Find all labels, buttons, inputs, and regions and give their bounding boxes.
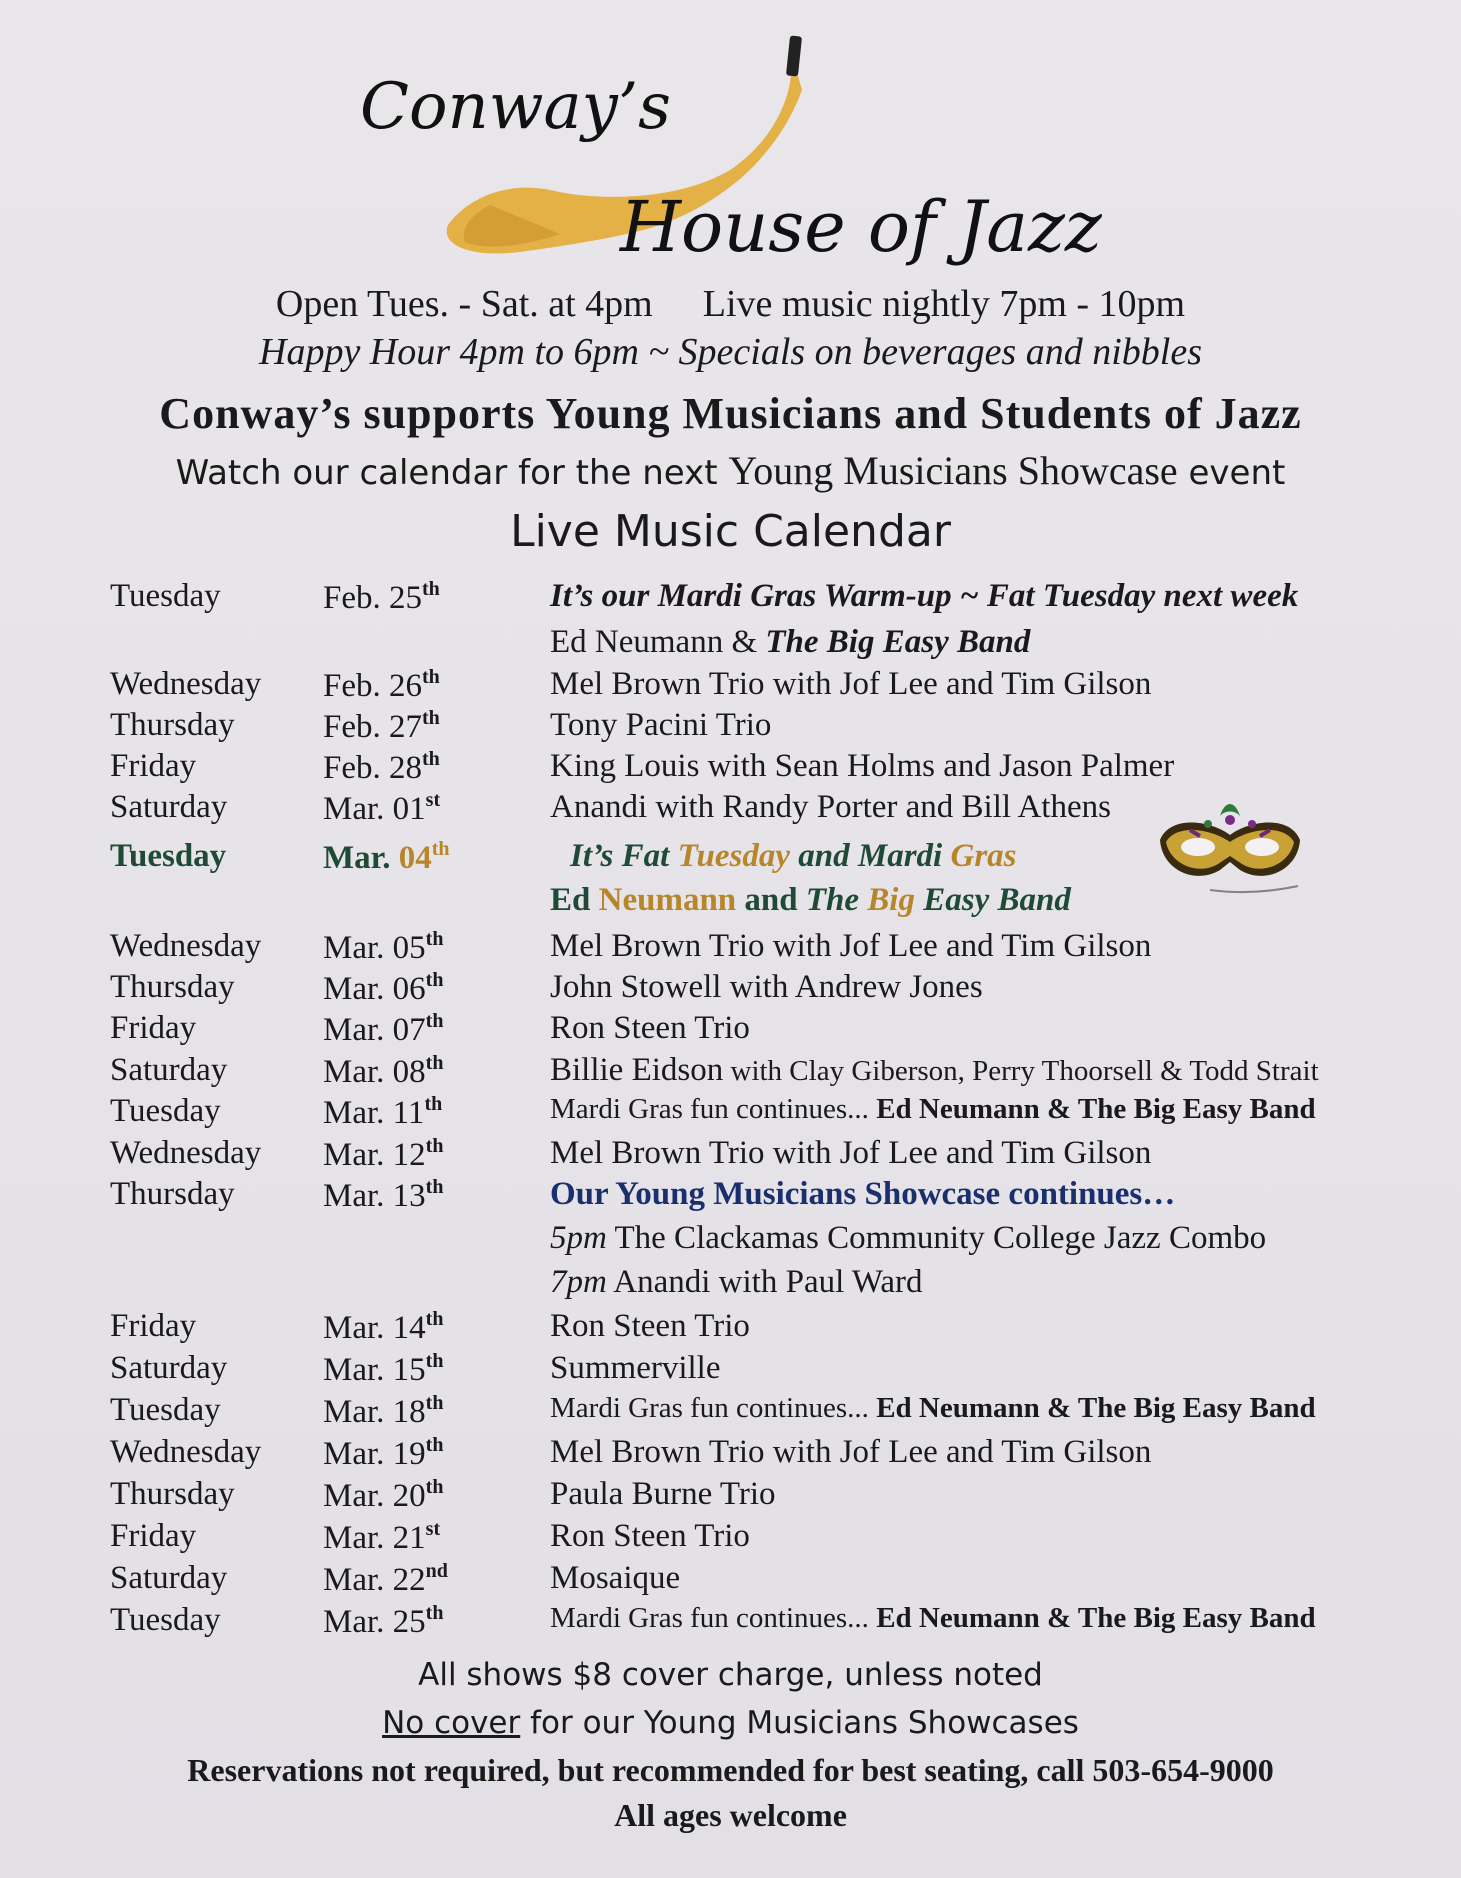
row-date: Mar. 20th — [323, 1476, 444, 1514]
happy-hour-line: Happy Hour 4pm to 6pm ~ Specials on beverages and nibbles — [259, 331, 1202, 373]
schedule-row — [0, 707, 1461, 747]
row-day: Wednesday — [110, 928, 262, 964]
row-date: Mar. 01st — [323, 789, 441, 827]
row-date: Mar. 08th — [323, 1052, 444, 1090]
row-act-line3: 7pm Anandi with Paul Ward — [550, 1264, 923, 1300]
row-day: Tuesday — [110, 1093, 221, 1129]
row-date: Mar. 07th — [323, 1010, 444, 1048]
row-day: Thursday — [110, 1476, 235, 1512]
schedule-row-continuation — [0, 1220, 1461, 1260]
row-day: Tuesday — [110, 1392, 221, 1428]
row-act: Anandi with Randy Porter and Bill Athens — [550, 789, 1111, 825]
schedule-row — [0, 1176, 1461, 1216]
row-act: Mosaique — [550, 1560, 681, 1596]
row-act: Mel Brown Trio with Jof Lee and Tim Gilson — [550, 928, 1152, 964]
schedule-row — [0, 1308, 1461, 1348]
row-day: Tuesday — [110, 578, 221, 614]
row-day: Thursday — [110, 707, 235, 743]
row-act: Ron Steen Trio — [550, 1518, 750, 1554]
row-date: Mar. 04th — [323, 838, 450, 876]
schedule-row — [0, 1560, 1461, 1600]
title-conways: Conway’s — [360, 70, 671, 144]
row-act: King Louis with Sean Holms and Jason Palmer — [550, 748, 1175, 784]
row-act: Ron Steen Trio — [550, 1010, 750, 1046]
row-act: Paula Burne Trio — [550, 1476, 776, 1512]
row-day: Thursday — [110, 969, 235, 1005]
watch-suffix: event — [1188, 453, 1286, 493]
row-day: Friday — [110, 748, 197, 784]
hours-music: Live music nightly 7pm - 10pm — [702, 283, 1186, 325]
row-date: Feb. 25th — [323, 578, 440, 616]
row-date: Mar. 05th — [323, 928, 444, 966]
row-act-line2: 5pm The Clackamas Community College Jazz Combo — [550, 1220, 1267, 1256]
cover-charge-note: All shows $8 cover charge, unless noted — [418, 1657, 1043, 1693]
row-act: Billie Eidson with Clay Giberson, Perry Thoorsell & Todd Strait — [550, 1052, 1319, 1088]
schedule-row — [0, 666, 1461, 706]
row-day: Wednesday — [110, 666, 262, 702]
row-day: Friday — [110, 1308, 197, 1344]
row-act: Mel Brown Trio with Jof Lee and Tim Gilson — [550, 1434, 1152, 1470]
schedule-row — [0, 1052, 1461, 1092]
hours-open: Open Tues. - Sat. at 4pm — [275, 283, 653, 325]
row-day: Thursday — [110, 1176, 235, 1212]
row-date: Mar. 22nd — [323, 1560, 448, 1598]
row-date: Feb. 26th — [323, 666, 440, 704]
row-act: Mardi Gras fun continues... Ed Neumann & The Big Easy Band — [550, 1392, 1316, 1424]
schedule-row — [0, 969, 1461, 1009]
row-date: Mar. 15th — [323, 1350, 444, 1388]
row-act: It’s our Mardi Gras Warm-up ~ Fat Tuesday next week — [550, 578, 1299, 614]
row-date: Mar. 11th — [323, 1093, 443, 1131]
row-date: Mar. 12th — [323, 1135, 444, 1173]
row-day: Friday — [110, 1010, 197, 1046]
row-day: Tuesday — [110, 838, 227, 874]
row-date: Mar. 06th — [323, 969, 444, 1007]
watch-event: Young Musicians Showcase — [728, 448, 1178, 493]
watch-line — [0, 447, 1461, 494]
schedule-row — [0, 1392, 1461, 1432]
row-act: Mardi Gras fun continues... Ed Neumann & The Big Easy Band — [550, 1093, 1316, 1125]
calendar-title: Live Music Calendar — [510, 506, 951, 557]
schedule-row — [0, 1518, 1461, 1558]
row-act-line2: Ed Neumann and The Big Easy Band — [550, 882, 1071, 918]
row-act-line2: Ed Neumann & The Big Easy Band — [550, 624, 1031, 660]
row-date: Mar. 19th — [323, 1434, 444, 1472]
row-day: Saturday — [110, 1350, 228, 1386]
row-act: Summerville — [550, 1350, 721, 1386]
all-ages-note: All ages welcome — [614, 1797, 847, 1833]
schedule-row-continuation — [0, 624, 1461, 664]
row-act: Mardi Gras fun continues... Ed Neumann & The Big Easy Band — [550, 1602, 1316, 1634]
row-act: Ron Steen Trio — [550, 1308, 750, 1344]
schedule-row-continuation — [0, 882, 1461, 922]
row-day: Friday — [110, 1518, 197, 1554]
row-date: Mar. 21st — [323, 1518, 441, 1556]
schedule-row — [0, 1135, 1461, 1175]
hours-line — [0, 282, 1461, 326]
row-day: Wednesday — [110, 1135, 262, 1171]
schedule-row — [0, 789, 1461, 829]
schedule-row — [0, 928, 1461, 968]
row-act: Mel Brown Trio with Jof Lee and Tim Gilson — [550, 666, 1152, 702]
schedule-row — [0, 1010, 1461, 1050]
row-date: Mar. 25th — [323, 1602, 444, 1640]
row-date: Mar. 13th — [323, 1176, 444, 1214]
row-date: Mar. 18th — [323, 1392, 444, 1430]
row-day: Tuesday — [110, 1602, 221, 1638]
row-day: Saturday — [110, 1560, 228, 1596]
schedule-row-continuation — [0, 1264, 1461, 1304]
row-act: John Stowell with Andrew Jones — [550, 969, 983, 1005]
reservations-note: Reservations not required, but recommended for best seating, call 503-654-9000 — [187, 1752, 1274, 1788]
schedule-row — [0, 1093, 1461, 1133]
row-act: Our Young Musicians Showcase continues… — [550, 1176, 1176, 1212]
no-cover-note: No cover for our Young Musicians Showcases — [382, 1705, 1079, 1741]
schedule-row — [0, 1350, 1461, 1390]
row-day: Saturday — [110, 789, 228, 825]
schedule-row — [0, 578, 1461, 618]
support-line: Conway’s supports Young Musicians and Students of Jazz — [159, 389, 1302, 438]
schedule-row-fat-tuesday — [0, 838, 1461, 878]
row-act: Tony Pacini Trio — [550, 707, 772, 743]
row-day: Saturday — [110, 1052, 228, 1088]
row-act: It’s Fat Tuesday and Mardi Gras — [570, 838, 1017, 874]
row-date: Feb. 28th — [323, 748, 440, 786]
watch-prefix: Watch our calendar for the next — [175, 453, 718, 493]
row-date: Feb. 27th — [323, 707, 440, 745]
schedule-row — [0, 1602, 1461, 1642]
schedule-row — [0, 1434, 1461, 1474]
title-house-of-jazz: House of Jazz — [620, 186, 1102, 268]
schedule-row — [0, 748, 1461, 788]
row-date: Mar. 14th — [323, 1308, 444, 1346]
row-act: Mel Brown Trio with Jof Lee and Tim Gilson — [550, 1135, 1152, 1171]
row-day: Wednesday — [110, 1434, 262, 1470]
schedule-row — [0, 1476, 1461, 1516]
